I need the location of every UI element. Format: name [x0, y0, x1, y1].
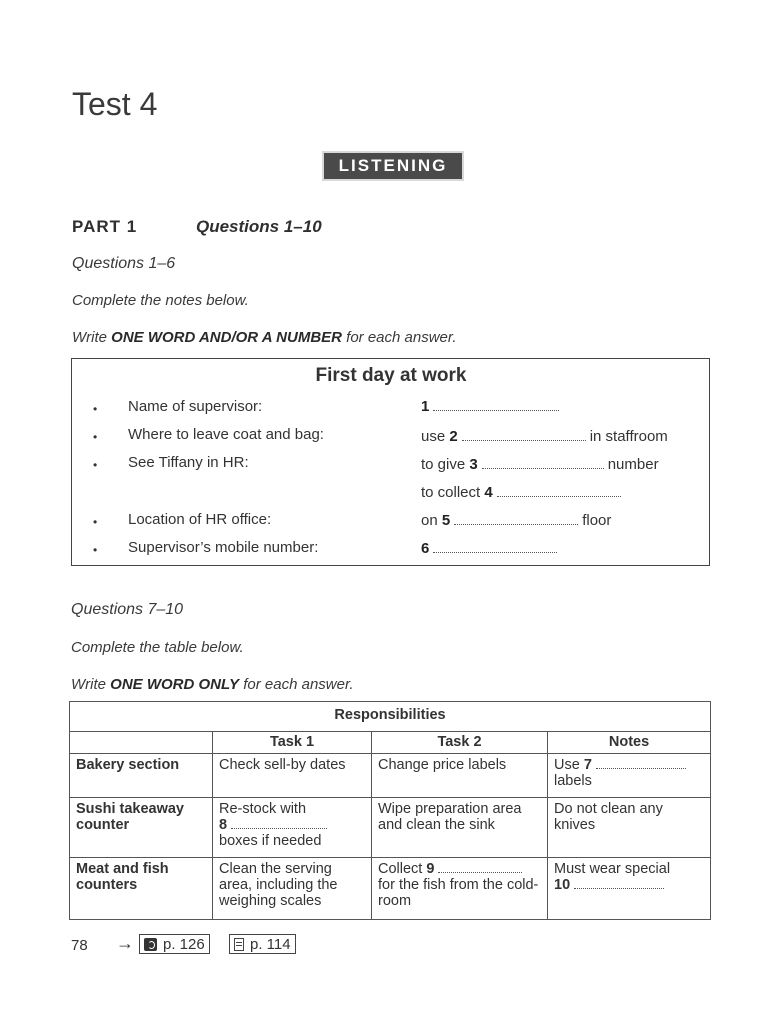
audio-reference-link[interactable]: p. 126 [139, 934, 210, 955]
note-label: Location of HR office: [128, 511, 272, 528]
answer-blank-3[interactable]: to give 3 number [421, 456, 659, 473]
answer-blank-9[interactable]: Collect 9 for the fish from the cold-room [372, 858, 548, 920]
group2-heading: Questions 7–10 [71, 601, 184, 618]
group1-instruction: Complete the notes below. [72, 292, 249, 309]
column-header: Notes [548, 732, 711, 754]
bullet-icon: • [93, 543, 98, 557]
note-label: Name of supervisor: [128, 398, 263, 415]
row-section: Bakery section [70, 754, 213, 798]
page-number: 78 [71, 937, 88, 954]
cell-task1: Check sell-by dates [213, 754, 372, 798]
answer-blank-5[interactable]: on 5 floor [421, 512, 612, 529]
bullet-icon: • [93, 458, 98, 472]
cell-task2: Change price labels [372, 754, 548, 798]
row-section: Meat and fish counters [70, 858, 213, 920]
cell-task1: Clean the serving area, including the weighing scales [213, 858, 372, 920]
column-header: Task 2 [372, 732, 548, 754]
group1-write-instruction: Write ONE WORD AND/OR A NUMBER for each answer. [72, 329, 457, 346]
note-label: Where to leave coat and bag: [128, 426, 324, 443]
document-icon [234, 938, 244, 951]
part-label: PART 1 [72, 217, 138, 236]
table-row [70, 858, 711, 920]
audio-icon [144, 938, 157, 951]
answer-blank-10[interactable]: Must wear special 10 [548, 858, 711, 920]
answer-blank-8[interactable]: Re-stock with 8 boxes if needed [213, 798, 372, 858]
group2-instruction: Complete the table below. [71, 639, 244, 656]
table-title: Responsibilities [70, 702, 711, 732]
notes-title: First day at work [315, 365, 467, 386]
arrow-icon: → [116, 933, 134, 953]
section-badge: LISTENING [324, 153, 462, 179]
page-title: Test 4 [72, 86, 158, 122]
transcript-reference-link[interactable]: p. 114 [229, 934, 296, 955]
answer-blank-6[interactable]: 6 [421, 540, 561, 557]
bullet-icon: • [93, 515, 98, 529]
table-row [70, 798, 711, 858]
responsibilities-table [69, 701, 711, 920]
table-corner-cell [70, 732, 213, 754]
part-questions: Questions 1–10 [196, 217, 322, 236]
group2-write-instruction: Write ONE WORD ONLY for each answer. [71, 676, 354, 693]
bullet-icon: • [93, 402, 98, 416]
group1-heading: Questions 1–6 [72, 255, 176, 272]
table-row [70, 754, 711, 798]
bullet-icon: • [93, 430, 98, 444]
note-label: See Tiffany in HR: [128, 454, 249, 471]
column-header: Task 1 [213, 732, 372, 754]
row-section: Sushi takeaway counter [70, 798, 213, 858]
answer-blank-7[interactable]: Use 7 labels [548, 754, 711, 798]
answer-blank-2[interactable]: use 2 in staffroom [421, 428, 668, 445]
answer-blank-1[interactable]: 1 [421, 398, 563, 415]
cell-notes: Do not clean any knives [548, 798, 711, 858]
note-label: Supervisor’s mobile number: [128, 539, 319, 556]
answer-blank-4[interactable]: to collect 4 [421, 484, 625, 501]
cell-task2: Wipe preparation area and clean the sink [372, 798, 548, 858]
